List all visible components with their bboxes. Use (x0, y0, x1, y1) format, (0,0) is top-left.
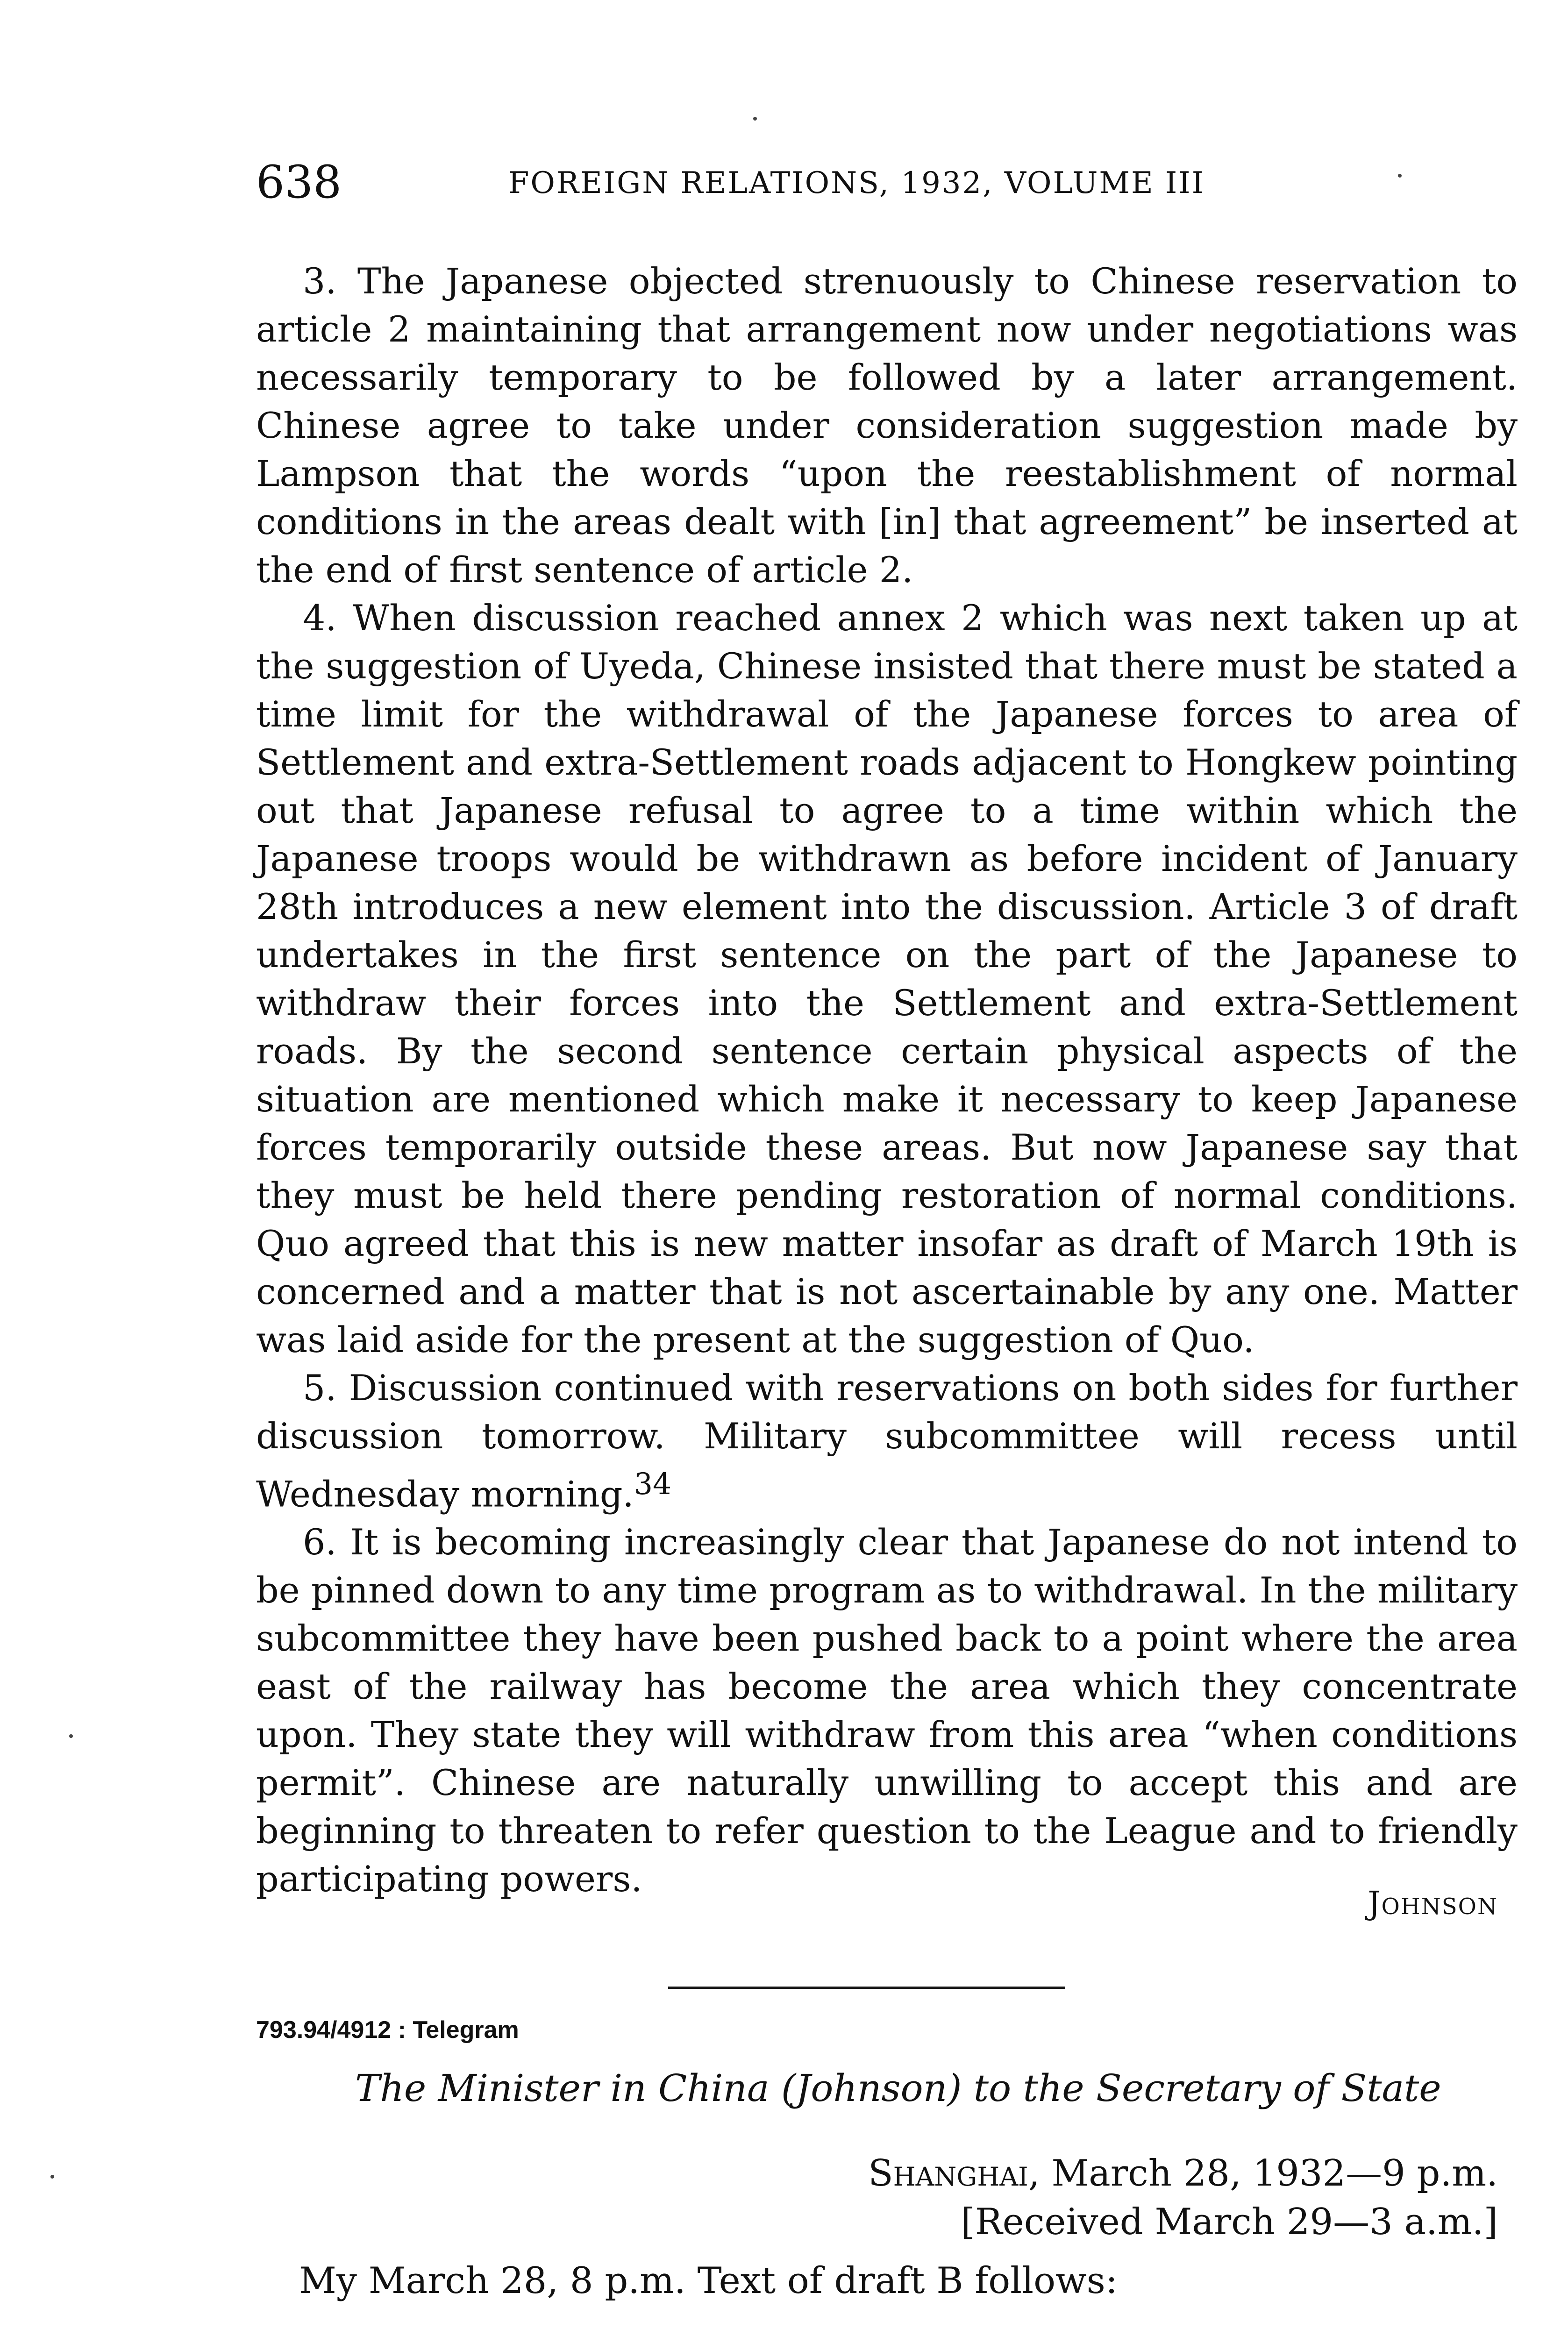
stray-mark (69, 1734, 73, 1738)
opening-line: My March 28, 8 p.m. Text of draft B follows: (299, 2260, 1118, 2302)
dateline-date: March 28, 1932—9 p.m. (1051, 2152, 1498, 2194)
paragraph-3: 3. The Japanese objected strenuously to Chinese reservation to article 2 maintaining that arrangement now under negotiations was necessarily temporary to be followed by a later arrangement. Chinese agree to take under consideration suggestion made by Lampson that the words “upon the reestablishment of normal conditions in the areas dealt with [in] that agreement” be inserted at the end of first sentence of article 2. (256, 260, 1518, 591)
running-head (256, 154, 1532, 210)
section-separator (668, 1987, 1065, 1989)
dateline-place: Shanghai, (868, 2152, 1040, 2194)
paragraph-5 (256, 1364, 1518, 1518)
dateline-received: [Received March 29—3 a.m.] (961, 2201, 1498, 2243)
file-reference: 793.94/4912 : Telegram (256, 2016, 519, 2044)
running-title: FOREIGN RELATIONS, 1932, VOLUME III (508, 166, 1205, 200)
dateline-sent (868, 2149, 1498, 2198)
document-title: The Minister in China (Johnson) to the Secretary of State (355, 2066, 1441, 2110)
paragraph-5-text: 5. Discussion continued with reservations on both sides for further discussion tomorrow. Military subcommittee will recess until Wednesday morning. (256, 1367, 1518, 1515)
footnote-reference: 34 (634, 1467, 672, 1501)
paragraph-6: 6. It is becoming increasingly clear that Japanese do not intend to be pinned down to any time program as to withdrawal. In the military subcommittee they have been pushed back to a point where the area east of the railway has become the area which they concentrate upon. They state they will withdraw from this area “when conditions permit”. Chinese are naturally unwilling to accept this and are beginning to threaten to refer question to the League and to friendly participating powers. (256, 1521, 1518, 1900)
signature: Johnson (1368, 1885, 1498, 1922)
stray-mark (1398, 174, 1402, 178)
dateline (868, 2149, 1498, 2246)
body-text (256, 257, 1518, 1903)
stray-mark (753, 117, 757, 121)
stray-mark (50, 2175, 54, 2179)
page-number: 638 (256, 156, 342, 208)
paragraph-4: 4. When discussion reached annex 2 which was next taken up at the suggestion of Uyeda, Chinese insisted that there must be stated a time limit for the withdrawal of the Japanese forces to area of Settlement and extra-Settlement roads adjacent to Hongkew pointing out that Japanese refusal to agree to a time within which the Japanese troops would be withdrawn as before incident of January 28th introduces a new element into the discussion. Article 3 of draft undertakes in the first sentence on the part of the Japanese to withdraw their forces into the Settlement and extra-Settlement roads. By the second sentence certain physical aspects of the situation are mentioned which make it necessary to keep Japanese forces temporarily outside these areas. But now Japanese say that they must be held there pending restoration of normal conditions. Quo agreed that this is new matter insofar as draft of March 19th is concerned and a matter that is not ascertainable by any one. Matter was laid aside for the present at the suggestion of Quo. (256, 597, 1518, 1360)
